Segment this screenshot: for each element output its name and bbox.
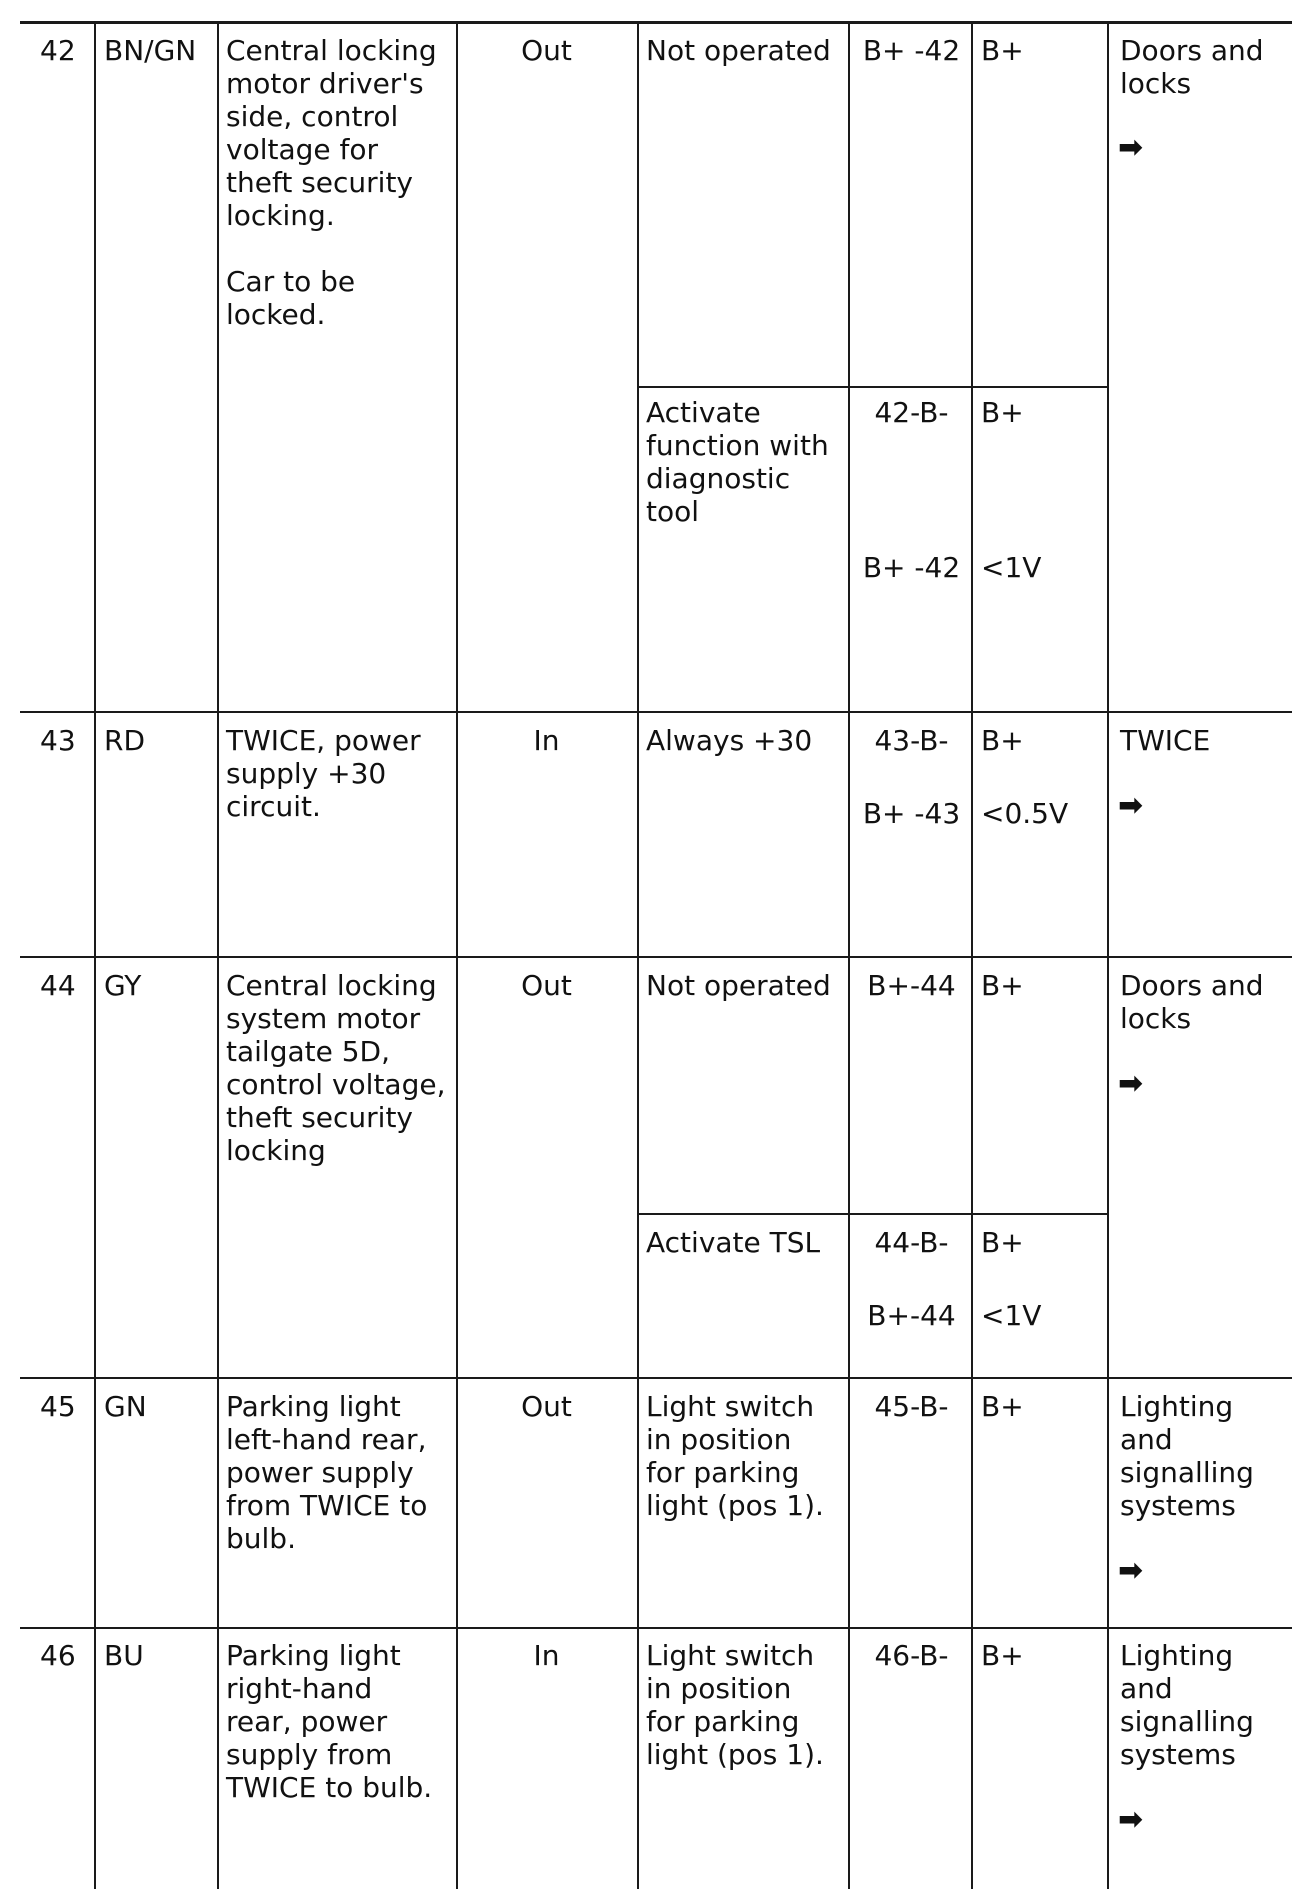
signal-direction: Out [521,34,572,67]
table-top-border [20,21,1292,24]
pin-number: 42 [40,34,76,67]
measurement-point: B+ -42 [862,34,961,67]
signal-direction: Out [521,1390,572,1423]
signal-direction: In [533,1639,560,1672]
expected-value: <0.5V [981,797,1069,830]
reference-link[interactable]: Doors and locks [1120,969,1264,1035]
condition-text: Always +30 [646,724,813,757]
measurement-point: 43-B- [874,724,949,757]
row-divider-44-45 [20,1377,1292,1379]
expected-value: B+ [981,1390,1024,1423]
expected-value: <1V [981,551,1042,584]
pin-number: 43 [40,724,76,757]
expected-value: B+ [981,969,1024,1002]
pin-number: 44 [40,969,76,1002]
condition-text: Activate TSL [646,1226,821,1259]
column-rule-1 [94,21,96,1889]
arrow-right-icon[interactable]: ➡ [1118,1802,1144,1837]
measurement-point: B+-44 [867,1299,956,1332]
column-rule-7 [1107,21,1109,1889]
column-rule-4 [637,21,639,1889]
condition-text: Light switch in position for parking light (pos 1). [646,1639,824,1771]
wire-color: GY [104,969,142,1002]
column-rule-5 [848,21,850,1889]
column-rule-6 [971,21,973,1889]
pin-number: 45 [40,1390,76,1423]
measurement-point: 42-B- [874,396,949,429]
pin-number: 46 [40,1639,76,1672]
reference-link[interactable]: Lighting and signalling systems [1120,1639,1254,1771]
column-rule-3 [456,21,458,1889]
condition-text: Not operated [646,34,831,67]
expected-value: B+ [981,396,1024,429]
reference-link[interactable]: TWICE [1120,724,1211,757]
signal-direction: In [533,724,560,757]
wire-color: BU [104,1639,144,1672]
pin-description: Parking light right-hand rear, power supply from TWICE to bulb. [226,1639,433,1804]
row-divider-45-46 [20,1627,1292,1629]
measurement-point: 45-B- [874,1390,949,1423]
reference-link[interactable]: Lighting and signalling systems [1120,1390,1254,1522]
measurement-point: B+ -43 [862,797,961,830]
reference-link[interactable]: Doors and locks [1120,34,1264,100]
condition-divider-44 [637,1213,1109,1215]
expected-value: <1V [981,1299,1042,1332]
pin-description: Central locking motor driver's side, control voltage for theft security locking. Car to be locked. [226,34,437,331]
arrow-right-icon[interactable]: ➡ [1118,788,1144,823]
arrow-right-icon[interactable]: ➡ [1118,130,1144,165]
condition-divider-42 [637,386,1109,388]
signal-direction: Out [521,969,572,1002]
row-divider-42-43 [20,711,1292,713]
measurement-point: B+ -42 [862,551,961,584]
expected-value: B+ [981,1639,1024,1672]
condition-text: Activate function with diagnostic tool [646,396,829,528]
column-rule-2 [217,21,219,1889]
arrow-right-icon[interactable]: ➡ [1118,1553,1144,1588]
expected-value: B+ [981,1226,1024,1259]
arrow-right-icon[interactable]: ➡ [1118,1066,1144,1101]
wire-color: GN [104,1390,147,1423]
wire-color: BN/GN [104,34,197,67]
expected-value: B+ [981,724,1024,757]
condition-text: Light switch in position for parking light (pos 1). [646,1390,824,1522]
pin-description: Parking light left-hand rear, power supply from TWICE to bulb. [226,1390,428,1555]
condition-text: Not operated [646,969,831,1002]
measurement-point: B+-44 [867,969,956,1002]
pin-description: TWICE, power supply +30 circuit. [226,724,421,823]
expected-value: B+ [981,34,1024,67]
measurement-point: 44-B- [874,1226,949,1259]
row-divider-43-44 [20,956,1292,958]
measurement-point: 46-B- [874,1639,949,1672]
pin-description: Central locking system motor tailgate 5D, control voltage, theft security locking [226,969,446,1167]
wire-color: RD [104,724,146,757]
